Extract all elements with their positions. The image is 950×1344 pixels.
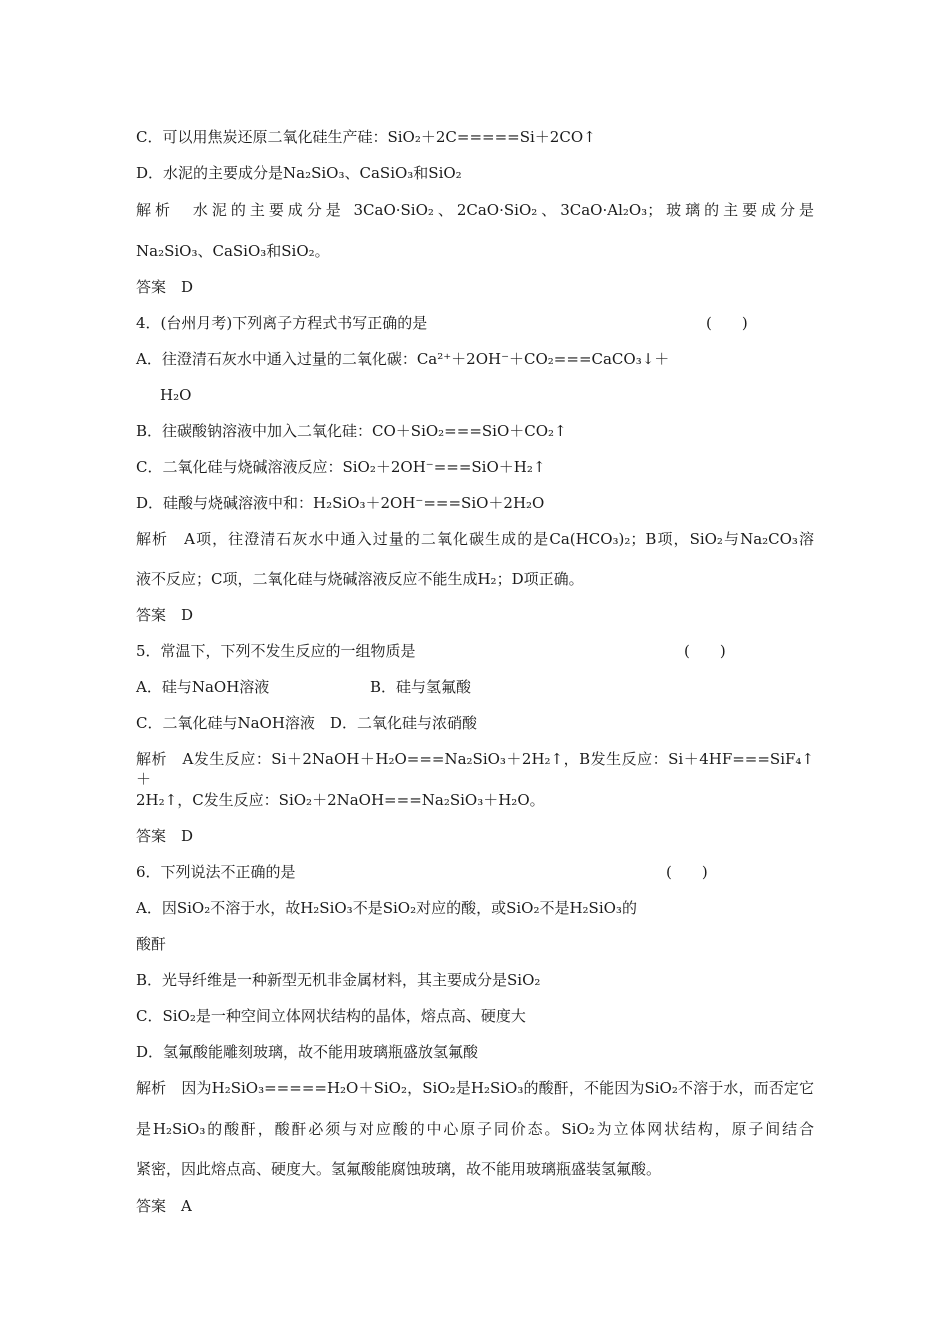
answer-line: 答案 D [136, 606, 194, 624]
analysis-line: Na₂SiO₃、CaSiO₃和SiO₂。 [136, 242, 330, 260]
analysis-line: 解析 A项，往澄清石灰水中通入过量的二氧化碳生成的是Ca(HCO₃)₂；B项，SiO₂与Na₂CO₃溶 [136, 530, 814, 548]
option-a-continuation: 酸酐 [136, 935, 167, 953]
option-c-line: C．SiO₂是一种空间立体网状结构的晶体，熔点高、硬度大 [136, 1007, 526, 1025]
option-b-line: B．光导纤维是一种新型无机非金属材料，其主要成分是SiO₂ [136, 971, 541, 989]
option-c-line: C．可以用焦炭还原二氧化硅生产硅：SiO₂＋2C=====Si＋2CO↑ [136, 128, 596, 146]
option-cd-line: C．二氧化硅与NaOH溶液 D．二氧化硅与浓硝酸 [136, 714, 477, 732]
answer-line: 答案 D [136, 278, 194, 296]
answer-line: 答案 D [136, 827, 194, 845]
answer-bracket: ( ) [684, 642, 726, 660]
question-5-stem: 5．常温下，下列不发生反应的一组物质是 [136, 642, 416, 660]
option-b-line: B．往碳酸钠溶液中加入二氧化硅：CO＋SiO₂===SiO＋CO₂↑ [136, 422, 567, 440]
option-d-line: D．水泥的主要成分是Na₂SiO₃、CaSiO₃和SiO₂ [136, 164, 462, 182]
option-a-line: A．往澄清石灰水中通入过量的二氧化碳：Ca²⁺＋2OH⁻＋CO₂===CaCO₃↓＋ [136, 350, 670, 368]
option-a-continuation: H₂O [160, 386, 192, 404]
question-4-stem: 4．(台州月考)下列离子方程式书写正确的是 [136, 314, 428, 332]
analysis-line: 液不反应；C项，二氧化硅与烧碱溶液反应不能生成H₂；D项正确。 [136, 570, 584, 588]
analysis-line: 解析 水泥的主要成分是 3CaO·SiO₂、2CaO·SiO₂、3CaO·Al₂O₃；玻璃的主要成分是 [136, 201, 814, 219]
analysis-line: 解析 A发生反应：Si＋2NaOH＋H₂O===Na₂SiO₃＋2H₂↑，B发生反应：Si＋4HF===SiF₄↑＋ [136, 750, 814, 788]
option-d-line: D．硅酸与烧碱溶液中和：H₂SiO₃＋2OH⁻===SiO＋2H₂O [136, 494, 545, 512]
analysis-line: 紧密，因此熔点高、硬度大。氢氟酸能腐蚀玻璃，故不能用玻璃瓶盛装氢氟酸。 [136, 1160, 662, 1178]
analysis-line: 2H₂↑，C发生反应：SiO₂＋2NaOH===Na₂SiO₃＋H₂O。 [136, 791, 545, 809]
answer-bracket: ( ) [706, 314, 748, 332]
answer-bracket: ( ) [666, 863, 708, 881]
answer-line: 答案 A [136, 1197, 192, 1215]
option-a-line: A．因SiO₂不溶于水，故H₂SiO₃不是SiO₂对应的酸，或SiO₂不是H₂SiO₃的 [136, 899, 637, 917]
option-c-line: C．二氧化硅与烧碱溶液反应：SiO₂＋2OH⁻===SiO＋H₂↑ [136, 458, 546, 476]
analysis-line: 是H₂SiO₃的酸酐，酸酐必须与对应酸的中心原子同价态。SiO₂为立体网状结构，原子间结合 [136, 1120, 814, 1138]
question-6-stem: 6．下列说法不正确的是 [136, 863, 296, 881]
option-a-line: A．硅与NaOH溶液 [136, 678, 270, 696]
option-d-line: D．氢氟酸能雕刻玻璃，故不能用玻璃瓶盛放氢氟酸 [136, 1043, 479, 1061]
analysis-line: 解析 因为H₂SiO₃=====H₂O＋SiO₂，SiO₂是H₂SiO₃的酸酐，不能因为SiO₂不溶于水，而否定它 [136, 1079, 814, 1097]
option-b-line: B．硅与氢氟酸 [370, 678, 472, 696]
